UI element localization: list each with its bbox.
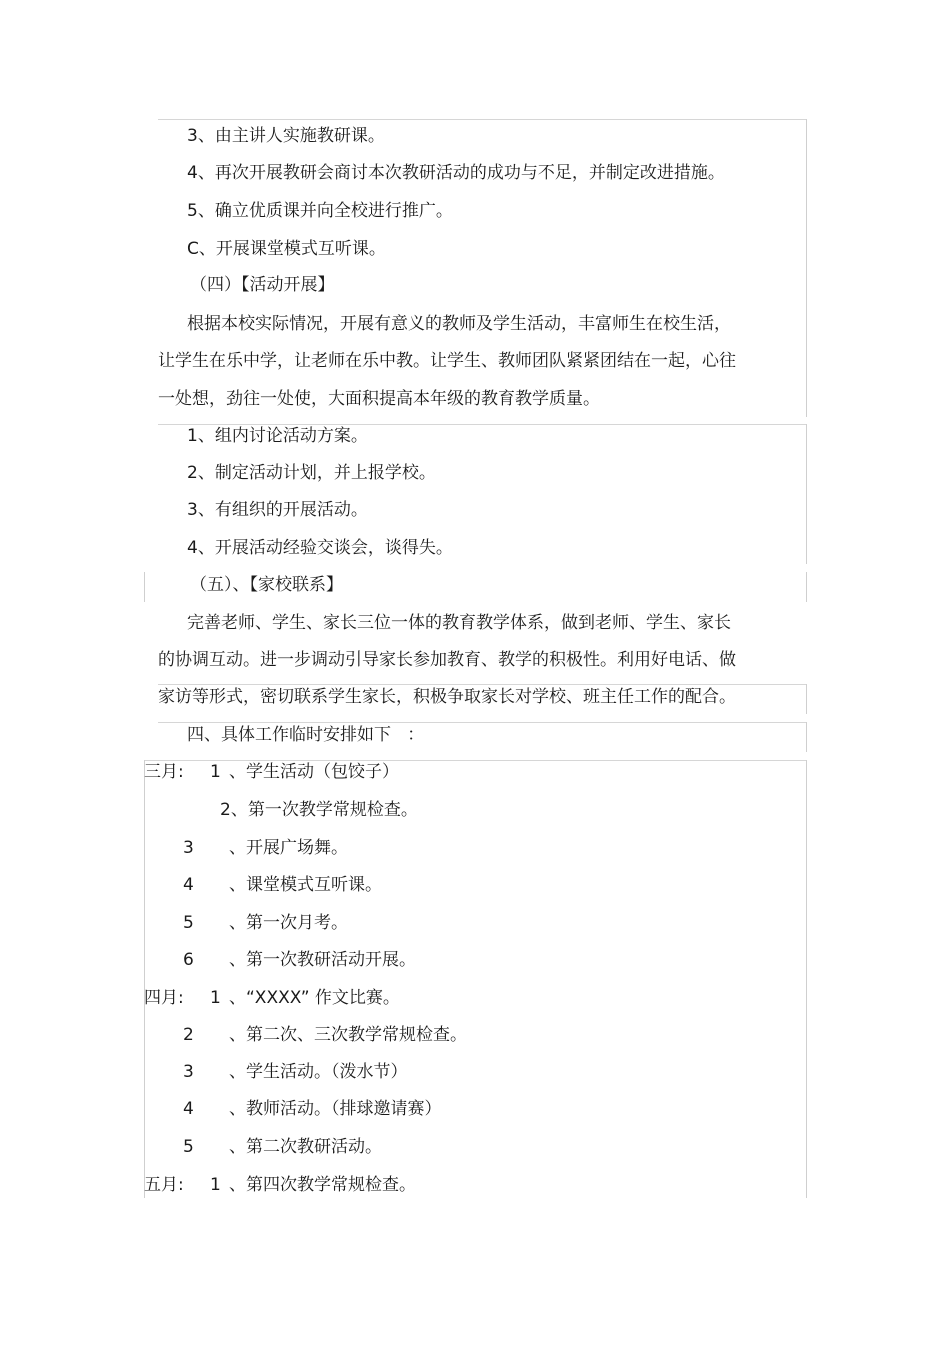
table-border-left	[144, 572, 145, 602]
table-border-left	[144, 760, 145, 1198]
schedule-item: 、学生活动（包饺子）	[229, 762, 399, 782]
home-school-paragraph-line: 家访等形式，密切联系学生家长，积极争取家长对学校、班主任工作的配合。	[158, 687, 736, 707]
activity-heading: （四）【活动开展】	[190, 275, 335, 295]
schedule-number: 2	[183, 1025, 194, 1045]
schedule-number: 1	[210, 762, 221, 782]
step-line: 5、确立优质课并向全校进行推广。	[187, 201, 453, 221]
schedule-item: 、第四次教学常规检查。	[229, 1175, 416, 1195]
schedule-item: 、第一次教研活动开展。	[229, 950, 416, 970]
schedule-number: 5	[183, 913, 194, 933]
schedule-item: 、“XXXX” 作文比赛。	[229, 988, 400, 1008]
table-border-top	[158, 119, 806, 120]
table-border-right	[806, 684, 807, 714]
home-school-paragraph-line: 的协调互动。进一步调动引导家长参加教育、教学的积极性。利用好电话、做	[158, 650, 736, 670]
table-border-right	[806, 722, 807, 752]
schedule-item: 、教师活动。（排球邀请赛）	[229, 1099, 442, 1119]
schedule-number: 4	[183, 1099, 194, 1119]
schedule-item: 、第二次教研活动。	[229, 1137, 382, 1157]
step-line: 3、由主讲人实施教研课。	[187, 126, 385, 146]
table-border	[158, 684, 806, 685]
schedule-item: 、开展广场舞。	[229, 838, 348, 858]
schedule-item: 、学生活动。（泼水节）	[229, 1062, 408, 1082]
month-label-march: 三月:	[144, 762, 184, 782]
step-line: 4、再次开展教研会商讨本次教研活动的成功与不足，并制定改进措施。	[187, 163, 725, 183]
schedule-number: 6	[183, 950, 194, 970]
activity-step: 4、开展活动经验交谈会，谈得失。	[187, 538, 453, 558]
table-border-right	[806, 572, 807, 602]
table-border	[158, 722, 806, 723]
month-label-may: 五月:	[144, 1175, 184, 1195]
activity-step: 2、制定活动计划，并上报学校。	[187, 463, 436, 483]
table-border-right	[806, 119, 807, 417]
schedule-item: 、第二次、三次教学常规检查。	[229, 1025, 467, 1045]
activity-step: 3、有组织的开展活动。	[187, 500, 368, 520]
schedule-item: 、第一次月考。	[229, 913, 348, 933]
schedule-number: 4	[183, 875, 194, 895]
table-border-right	[806, 760, 807, 1198]
schedule-number: 1	[210, 988, 221, 1008]
home-school-paragraph-line: 完善老师、学生、家长三位一体的教育教学体系，做到老师、学生、家长	[187, 613, 731, 633]
schedule-heading: 四、具体工作临时安排如下 ：	[187, 725, 425, 745]
schedule-number: 3	[183, 838, 194, 858]
item-c-line: C、开展课堂模式互听课。	[187, 239, 386, 259]
month-label-april: 四月:	[144, 988, 184, 1008]
schedule-number: 1	[210, 1175, 221, 1195]
activity-step: 1、组内讨论活动方案。	[187, 426, 368, 446]
schedule-number: 3	[183, 1062, 194, 1082]
activity-paragraph-line: 让学生在乐中学，让老师在乐中教。让学生、教师团队紧紧团结在一起，心往	[158, 351, 736, 371]
schedule-item: 、课堂模式互听课。	[229, 875, 382, 895]
schedule-number: 5	[183, 1137, 194, 1157]
schedule-item: 2、第一次教学常规检查。	[220, 800, 418, 820]
table-border-right	[806, 424, 807, 564]
activity-paragraph-line: 根据本校实际情况，开展有意义的教师及学生活动，丰富师生在校生活，	[187, 314, 731, 334]
activity-paragraph-line: 一处想，劲往一处使，大面积提高本年级的教育教学质量。	[158, 389, 600, 409]
home-school-heading: （五）、【家校联系】	[190, 575, 343, 595]
